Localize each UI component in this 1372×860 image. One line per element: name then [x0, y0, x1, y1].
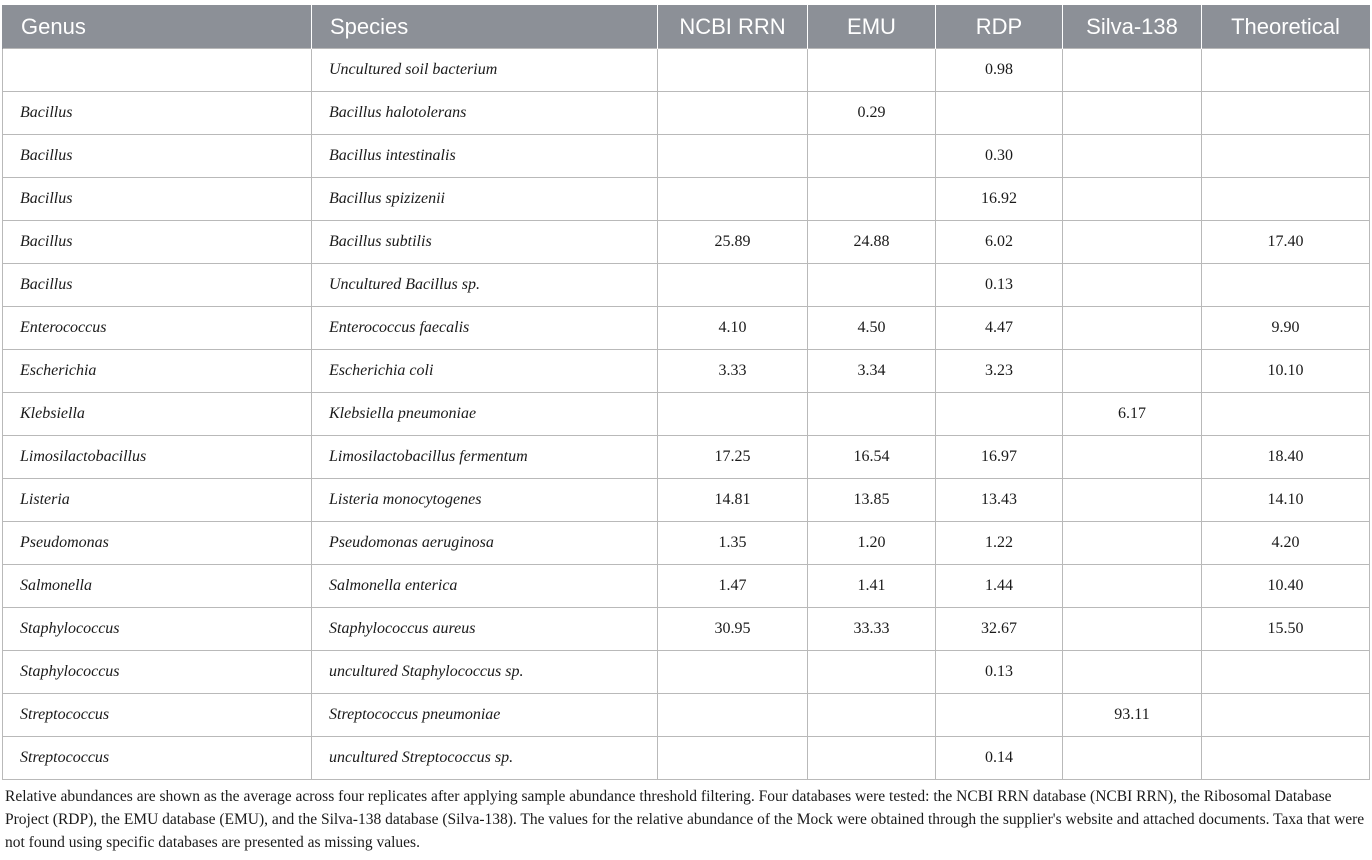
- cell-silva-138: 93.11: [1063, 694, 1202, 737]
- cell-ncbi-rrn: 30.95: [658, 608, 808, 651]
- cell-theoretical: [1202, 178, 1370, 221]
- cell-ncbi-rrn: [658, 737, 808, 780]
- cell-silva-138: [1063, 651, 1202, 694]
- cell-theoretical: [1202, 135, 1370, 178]
- cell-emu: [808, 178, 936, 221]
- cell-theoretical: 10.40: [1202, 565, 1370, 608]
- cell-ncbi-rrn: 14.81: [658, 479, 808, 522]
- cell-silva-138: [1063, 307, 1202, 350]
- cell-emu: [808, 135, 936, 178]
- header-genus: Genus: [3, 5, 312, 49]
- cell-rdp: 1.22: [936, 522, 1063, 565]
- cell-ncbi-rrn: 17.25: [658, 436, 808, 479]
- cell-species: Limosilactobacillus fermentum: [312, 436, 658, 479]
- cell-emu: 33.33: [808, 608, 936, 651]
- cell-rdp: 0.98: [936, 49, 1063, 92]
- cell-emu: 16.54: [808, 436, 936, 479]
- cell-emu: 0.29: [808, 92, 936, 135]
- cell-species: Uncultured Bacillus sp.: [312, 264, 658, 307]
- table-row: [3, 393, 1370, 436]
- cell-theoretical: [1202, 694, 1370, 737]
- cell-emu: 1.41: [808, 565, 936, 608]
- cell-rdp: [936, 393, 1063, 436]
- table-body: [3, 49, 1370, 780]
- cell-genus: Bacillus: [3, 178, 312, 221]
- cell-silva-138: [1063, 479, 1202, 522]
- cell-emu: 1.20: [808, 522, 936, 565]
- cell-rdp: [936, 92, 1063, 135]
- cell-ncbi-rrn: [658, 135, 808, 178]
- cell-silva-138: [1063, 49, 1202, 92]
- cell-genus: Limosilactobacillus: [3, 436, 312, 479]
- cell-genus: Enterococcus: [3, 307, 312, 350]
- cell-emu: [808, 393, 936, 436]
- table-row: [3, 135, 1370, 178]
- cell-ncbi-rrn: 1.47: [658, 565, 808, 608]
- cell-rdp: 0.30: [936, 135, 1063, 178]
- cell-rdp: 0.14: [936, 737, 1063, 780]
- table-row: [3, 307, 1370, 350]
- table-row: [3, 651, 1370, 694]
- cell-rdp: 1.44: [936, 565, 1063, 608]
- cell-emu: [808, 737, 936, 780]
- cell-theoretical: 10.10: [1202, 350, 1370, 393]
- header-emu: EMU: [808, 5, 936, 49]
- cell-genus: Salmonella: [3, 565, 312, 608]
- cell-ncbi-rrn: [658, 651, 808, 694]
- abundance-table: [2, 5, 1370, 780]
- cell-emu: 13.85: [808, 479, 936, 522]
- cell-theoretical: 9.90: [1202, 307, 1370, 350]
- cell-species: Salmonella enterica: [312, 565, 658, 608]
- table-row: [3, 49, 1370, 92]
- cell-genus: Bacillus: [3, 264, 312, 307]
- table-row: [3, 694, 1370, 737]
- cell-silva-138: [1063, 221, 1202, 264]
- cell-species: Bacillus halotolerans: [312, 92, 658, 135]
- cell-silva-138: 6.17: [1063, 393, 1202, 436]
- cell-ncbi-rrn: [658, 178, 808, 221]
- cell-ncbi-rrn: [658, 694, 808, 737]
- cell-ncbi-rrn: 4.10: [658, 307, 808, 350]
- cell-genus: Streptococcus: [3, 694, 312, 737]
- cell-genus: [3, 49, 312, 92]
- header-silva-138: Silva-138: [1063, 5, 1202, 49]
- cell-rdp: 13.43: [936, 479, 1063, 522]
- cell-species: Bacillus spizizenii: [312, 178, 658, 221]
- cell-silva-138: [1063, 135, 1202, 178]
- table-row: [3, 264, 1370, 307]
- cell-genus: Streptococcus: [3, 737, 312, 780]
- table-row: [3, 178, 1370, 221]
- cell-silva-138: [1063, 178, 1202, 221]
- cell-emu: [808, 651, 936, 694]
- table-row: [3, 350, 1370, 393]
- cell-theoretical: [1202, 92, 1370, 135]
- cell-ncbi-rrn: [658, 92, 808, 135]
- table-row: [3, 565, 1370, 608]
- cell-theoretical: [1202, 651, 1370, 694]
- cell-rdp: 0.13: [936, 264, 1063, 307]
- header-species: Species: [312, 5, 658, 49]
- table-row: [3, 608, 1370, 651]
- cell-species: Staphylococcus aureus: [312, 608, 658, 651]
- cell-species: Klebsiella pneumoniae: [312, 393, 658, 436]
- abundance-table-container: [2, 5, 1369, 780]
- cell-silva-138: [1063, 737, 1202, 780]
- cell-silva-138: [1063, 522, 1202, 565]
- cell-genus: Staphylococcus: [3, 651, 312, 694]
- cell-ncbi-rrn: [658, 393, 808, 436]
- header-rdp: RDP: [936, 5, 1063, 49]
- cell-emu: 24.88: [808, 221, 936, 264]
- cell-genus: Listeria: [3, 479, 312, 522]
- cell-species: Bacillus intestinalis: [312, 135, 658, 178]
- cell-rdp: 0.13: [936, 651, 1063, 694]
- cell-species: Streptococcus pneumoniae: [312, 694, 658, 737]
- cell-theoretical: 18.40: [1202, 436, 1370, 479]
- cell-emu: [808, 49, 936, 92]
- cell-species: uncultured Staphylococcus sp.: [312, 651, 658, 694]
- cell-species: uncultured Streptococcus sp.: [312, 737, 658, 780]
- cell-genus: Pseudomonas: [3, 522, 312, 565]
- cell-theoretical: [1202, 264, 1370, 307]
- cell-species: Uncultured soil bacterium: [312, 49, 658, 92]
- cell-genus: Bacillus: [3, 135, 312, 178]
- header-theoretical: Theoretical: [1202, 5, 1370, 49]
- cell-emu: 3.34: [808, 350, 936, 393]
- cell-genus: Staphylococcus: [3, 608, 312, 651]
- table-row: [3, 92, 1370, 135]
- table-row: [3, 436, 1370, 479]
- cell-species: Bacillus subtilis: [312, 221, 658, 264]
- cell-genus: Bacillus: [3, 92, 312, 135]
- table-row: [3, 737, 1370, 780]
- cell-rdp: 3.23: [936, 350, 1063, 393]
- cell-rdp: [936, 694, 1063, 737]
- cell-species: Enterococcus faecalis: [312, 307, 658, 350]
- cell-silva-138: [1063, 436, 1202, 479]
- cell-silva-138: [1063, 92, 1202, 135]
- table-footnote: Relative abundances are shown as the average across four replicates after applying sample abundance threshold filtering. Four databases were tested: the NCBI RRN database (NCBI RRN), the Ribosomal Database Project (RDP), the EMU database (EMU), and the Silva-138 database (Silva-138). The values for the relative abundance of the Mock were obtained through the supplier's website and attached documents. Taxa that were not found using specific databases are presented as missing values.: [5, 788, 1365, 851]
- cell-ncbi-rrn: [658, 49, 808, 92]
- cell-silva-138: [1063, 350, 1202, 393]
- cell-emu: [808, 694, 936, 737]
- cell-silva-138: [1063, 264, 1202, 307]
- cell-theoretical: 15.50: [1202, 608, 1370, 651]
- table-row: [3, 221, 1370, 264]
- cell-rdp: 16.97: [936, 436, 1063, 479]
- header-ncbi-rrn: NCBI RRN: [658, 5, 808, 49]
- table-row: [3, 479, 1370, 522]
- cell-ncbi-rrn: 1.35: [658, 522, 808, 565]
- cell-species: Escherichia coli: [312, 350, 658, 393]
- cell-rdp: 32.67: [936, 608, 1063, 651]
- cell-genus: Bacillus: [3, 221, 312, 264]
- cell-theoretical: 17.40: [1202, 221, 1370, 264]
- table-row: [3, 522, 1370, 565]
- cell-silva-138: [1063, 608, 1202, 651]
- cell-ncbi-rrn: [658, 264, 808, 307]
- cell-silva-138: [1063, 565, 1202, 608]
- cell-emu: [808, 264, 936, 307]
- cell-species: Pseudomonas aeruginosa: [312, 522, 658, 565]
- cell-ncbi-rrn: 25.89: [658, 221, 808, 264]
- cell-theoretical: 4.20: [1202, 522, 1370, 565]
- cell-emu: 4.50: [808, 307, 936, 350]
- cell-theoretical: 14.10: [1202, 479, 1370, 522]
- cell-theoretical: [1202, 393, 1370, 436]
- table-header-row: [3, 5, 1370, 49]
- cell-genus: Escherichia: [3, 350, 312, 393]
- cell-genus: Klebsiella: [3, 393, 312, 436]
- cell-theoretical: [1202, 737, 1370, 780]
- cell-rdp: 4.47: [936, 307, 1063, 350]
- cell-theoretical: [1202, 49, 1370, 92]
- cell-ncbi-rrn: 3.33: [658, 350, 808, 393]
- cell-rdp: 16.92: [936, 178, 1063, 221]
- cell-rdp: 6.02: [936, 221, 1063, 264]
- cell-species: Listeria monocytogenes: [312, 479, 658, 522]
